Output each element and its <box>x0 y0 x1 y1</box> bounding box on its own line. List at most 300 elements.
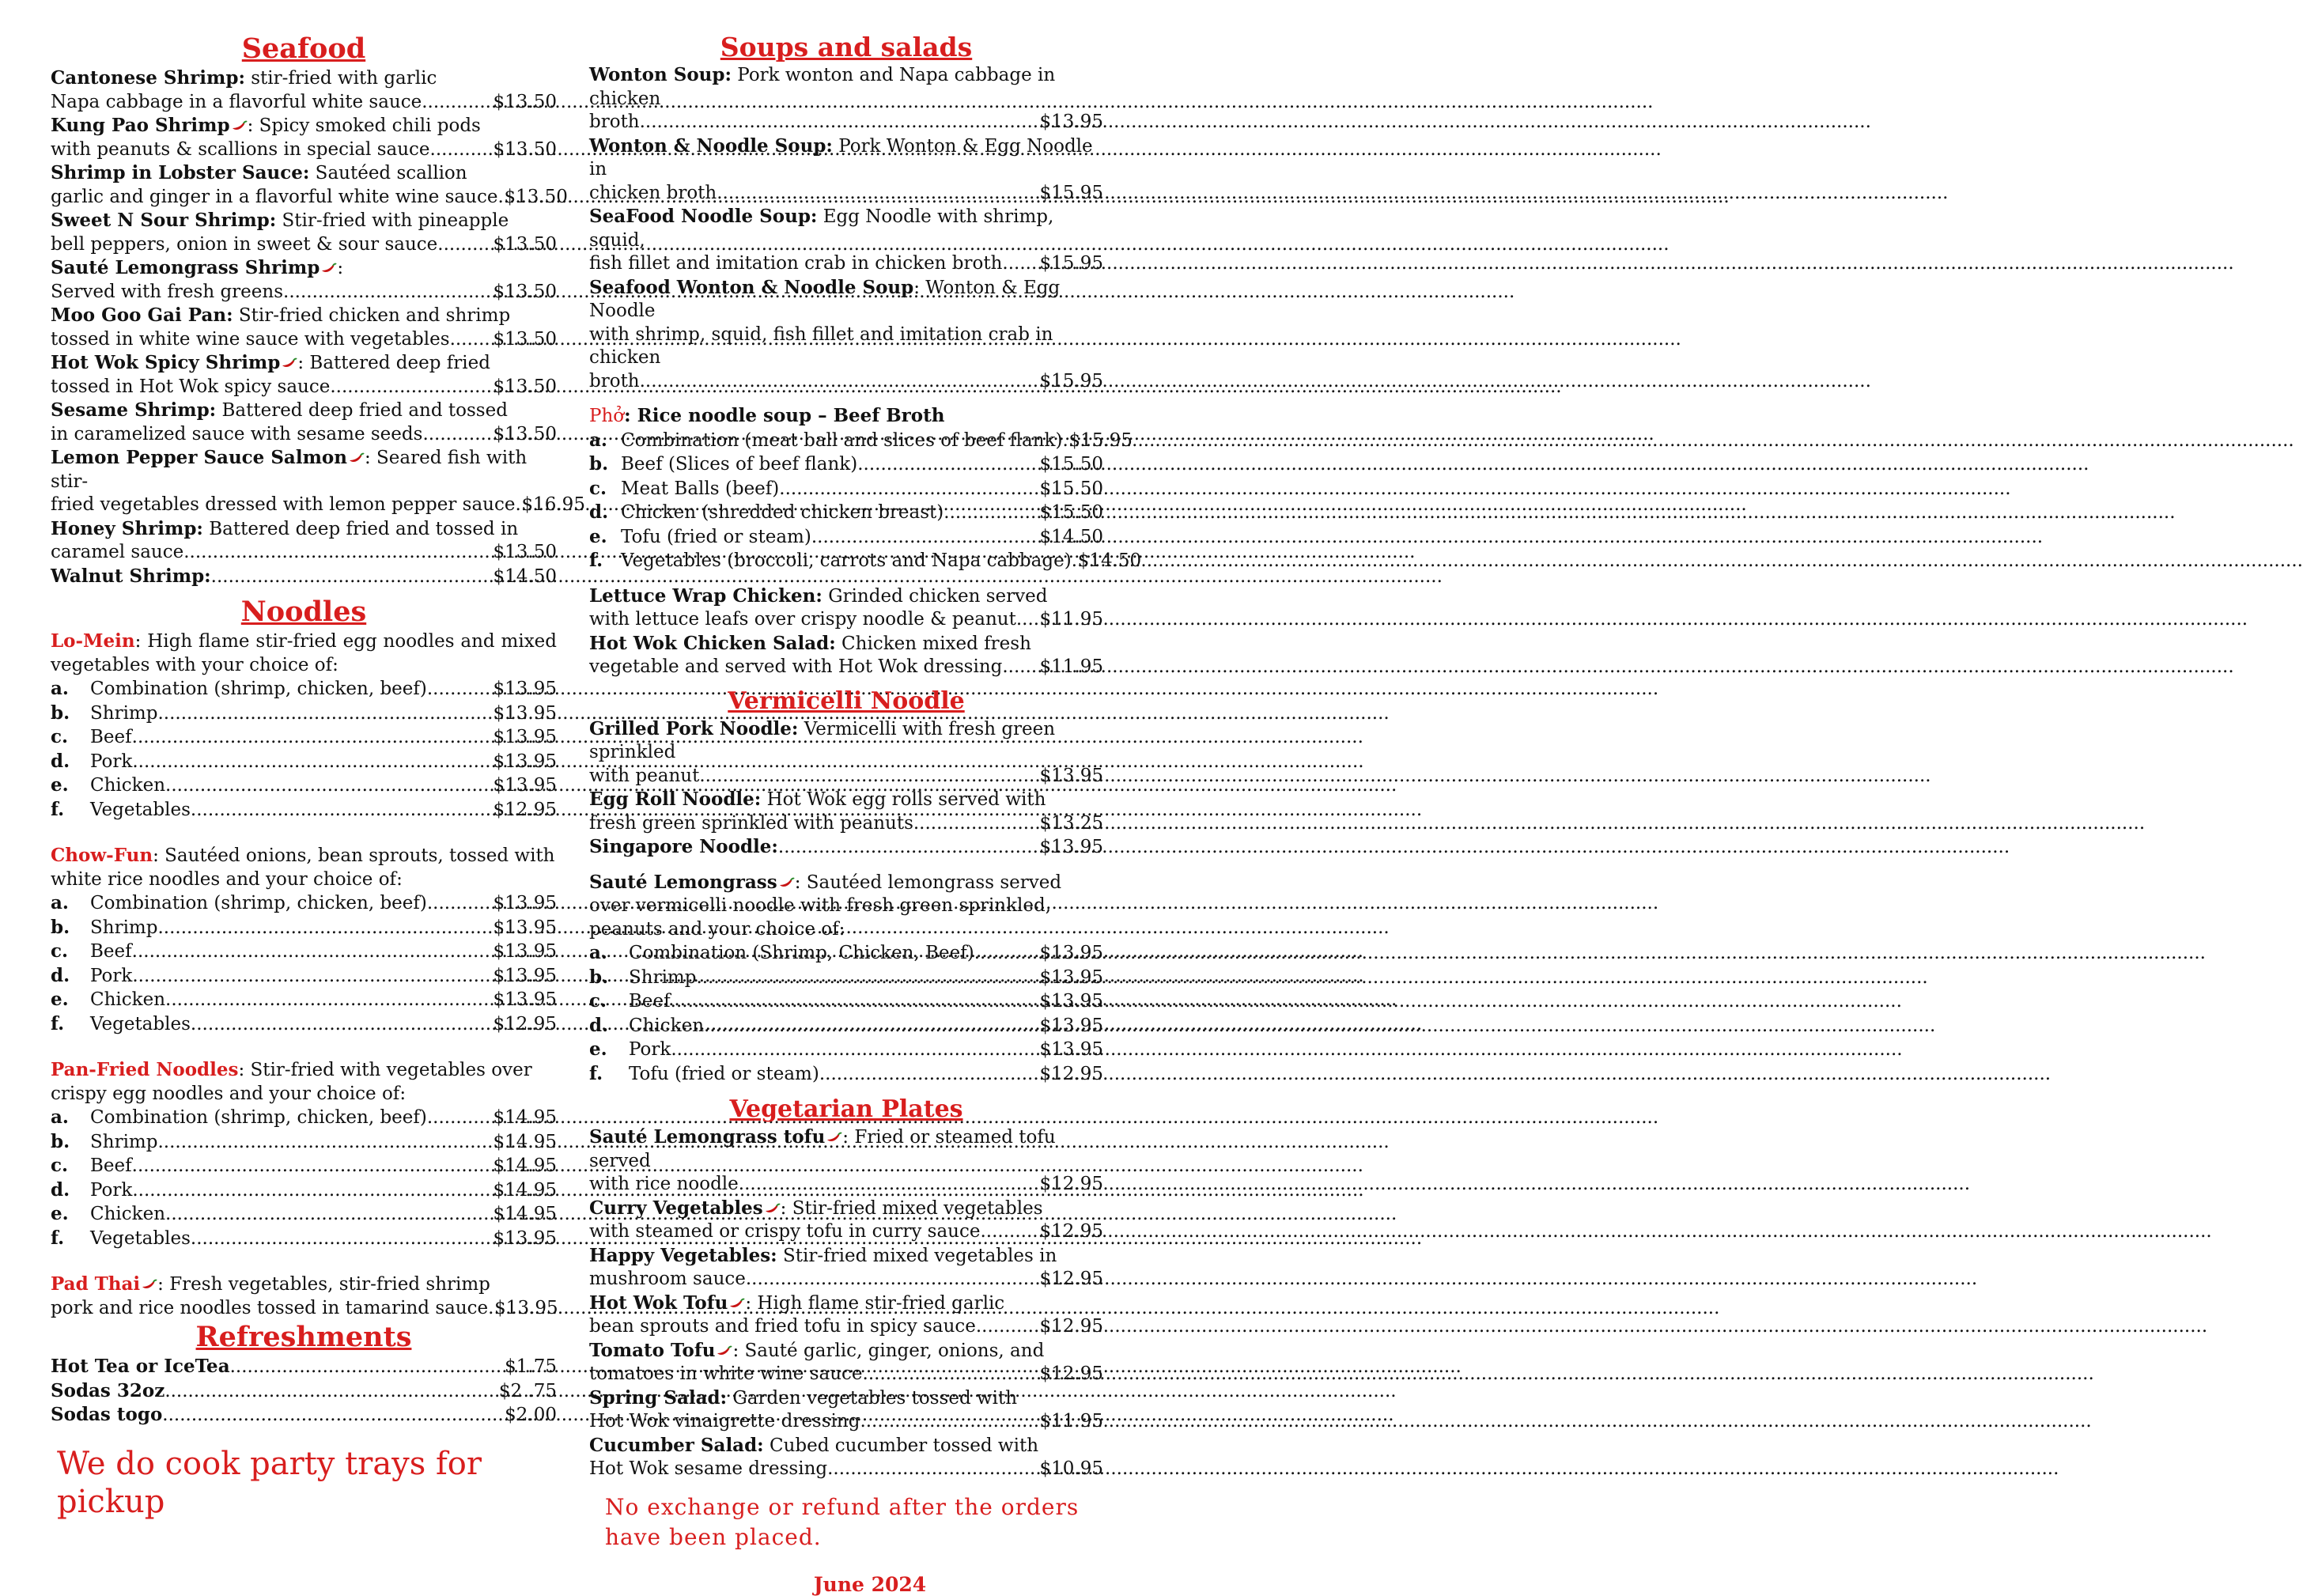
option-row <box>51 988 557 1012</box>
option-letter: c. <box>51 725 90 749</box>
item-desc: Pork Wonton & Egg Noodle in <box>589 136 1093 180</box>
item-desc: : Sautéed lemongrass served over vermicelli noodle with fresh green sprinkled, peanuts and your choice of: <box>589 872 1061 940</box>
seafood-item <box>51 446 557 517</box>
option-price: $13.95 <box>1040 966 1103 990</box>
item-name: Lemon Pepper Sauce Salmon <box>51 447 347 468</box>
soup-item <box>589 276 1103 394</box>
option-text: Vegetables <box>90 1227 191 1251</box>
option-price: $13.95 <box>494 940 557 964</box>
option-price: $14.50 <box>1078 550 1141 573</box>
noodles-heading: Noodles <box>51 595 557 630</box>
option-letter: e. <box>51 988 90 1012</box>
option-letter: e. <box>589 1038 629 1061</box>
option-letter: d. <box>51 1178 90 1202</box>
option-text: Beef <box>90 940 132 964</box>
item-name: Grilled Pork Noodle: <box>589 718 798 739</box>
item-desc: tomatoes in white wine sauce <box>589 1363 863 1386</box>
item-desc: garlic and ginger in a flavorful white wine sauce <box>51 186 497 210</box>
option-letter: d. <box>589 1014 629 1038</box>
seafood-item <box>51 351 557 399</box>
option-price: $13.95 <box>494 702 557 726</box>
option-price: $15.50 <box>1040 453 1103 477</box>
vegetarian-item <box>589 1339 1103 1386</box>
option-text: Pork <box>90 965 132 989</box>
item-desc: Hot Wok vinaigrette dressing <box>589 1410 860 1434</box>
item-desc: fresh green sprinkled with peanuts <box>589 812 913 836</box>
refreshment-item <box>51 1403 557 1428</box>
option-text: Shrimp <box>629 966 696 990</box>
item-desc: fish fillet and imitation crab in chicken broth <box>589 252 1002 276</box>
option-text: Pork <box>90 1179 132 1203</box>
option-text: Chicken <box>90 774 165 798</box>
item-desc: Pork wonton and Napa cabbage in chicken <box>589 65 1055 109</box>
item-desc: Sautéed scallion <box>309 163 467 183</box>
item-name: Curry Vegetables <box>589 1197 763 1219</box>
option-letter: a. <box>51 677 90 701</box>
option-text: Tofu (fried or steam) <box>629 1063 819 1087</box>
option-text: Chicken <box>90 989 165 1012</box>
option-letter: a. <box>589 429 621 452</box>
option-text: Beef <box>629 990 671 1014</box>
item-price: $11.95 <box>1040 656 1103 679</box>
option-text: Combination (shrimp, chicken, beef) <box>90 678 427 702</box>
chili-pepper-icon <box>230 120 248 133</box>
option-letter: b. <box>51 702 90 725</box>
vegetarian-item <box>589 1292 1103 1339</box>
option-row <box>589 429 1103 453</box>
item-name: Cucumber Salad: <box>589 1435 764 1456</box>
item-price: $13.50 <box>494 281 557 304</box>
item-price: $13.95 <box>1040 836 1103 860</box>
option-price: $13.95 <box>494 917 557 940</box>
option-text: Combination (Shrimp, Chicken, Beef) <box>629 942 974 966</box>
item-desc: : Spicy smoked chili pods <box>248 115 481 136</box>
option-letter: f. <box>51 1012 90 1036</box>
option-price: $15.95 <box>1068 429 1132 453</box>
option-price: $13.95 <box>494 726 557 750</box>
item-price: $11.95 <box>1040 1410 1103 1434</box>
option-price: $13.95 <box>494 678 557 702</box>
seafood-item <box>51 399 557 446</box>
option-price: $12.95 <box>1040 1063 1103 1087</box>
item-desc: Stir-fried chicken and shrimp <box>233 305 511 326</box>
option-letter: b. <box>589 452 621 476</box>
item-desc: Battered deep fried and tossed in <box>203 519 518 539</box>
option-letter: e. <box>51 773 90 797</box>
vegetarian-item <box>589 1125 1103 1197</box>
item-desc: Battered deep fried and tossed <box>216 400 508 421</box>
item-price: $13.50 <box>494 423 557 447</box>
option-text: Combination (meat ball and slices of beef flank) <box>621 429 1062 453</box>
option-text: Beef <box>90 1155 132 1178</box>
option-price: $14.95 <box>494 1131 557 1155</box>
option-row <box>51 940 557 964</box>
option-price: $12.95 <box>494 1013 557 1037</box>
item-name: Lo-Mein <box>51 630 135 652</box>
item-name: Seafood Wonton & Noodle Soup <box>589 277 913 298</box>
item-desc: Napa cabbage in a flavorful white sauce <box>51 91 422 115</box>
item-name: Egg Roll Noodle: <box>589 789 761 810</box>
option-text: Tofu (fried or steam) <box>621 526 811 550</box>
item-name: Lettuce Wrap Chicken: <box>589 585 822 607</box>
seafood-item <box>51 114 557 161</box>
vegetarian-heading: Vegetarian Plates <box>589 1094 1103 1125</box>
item-desc: tossed in Hot Wok spicy sauce <box>51 376 330 399</box>
option-text: Vegetables (broccoli, carrots and Napa cabbage) <box>621 550 1072 573</box>
option-text: Vegetables <box>90 799 191 823</box>
seafood-heading: Seafood <box>51 32 557 66</box>
soup-item <box>589 205 1103 276</box>
item-price: $2.00 <box>505 1404 557 1428</box>
vegetarian-item <box>589 1386 1103 1434</box>
item-price: $11.95 <box>1040 608 1103 632</box>
seafood-item <box>51 256 557 304</box>
item-desc: : High flame stir-fried egg noodles and mixed vegetables with your choice of: <box>51 631 557 675</box>
option-letter: b. <box>589 966 629 989</box>
option-price: $13.95 <box>494 774 557 798</box>
option-price: $13.95 <box>494 989 557 1012</box>
item-price: $13.50 <box>494 138 557 162</box>
item-desc: Hot Wok egg rolls served with <box>761 789 1046 810</box>
soup-item <box>589 134 1103 206</box>
chili-pepper-icon <box>777 877 795 890</box>
item-desc: : Sautéed onions, bean sprouts, tossed with white rice noodles and your choice of: <box>51 845 555 890</box>
item-price: $13.95 <box>1040 765 1103 789</box>
option-row <box>51 750 557 774</box>
option-row <box>589 1062 1103 1087</box>
chili-pepper-icon <box>347 452 365 465</box>
item-price: $15.95 <box>1040 370 1103 394</box>
option-row <box>51 1130 557 1155</box>
chili-pepper-icon <box>825 1132 842 1144</box>
option-letter: e. <box>51 1202 90 1226</box>
item-desc: chicken broth <box>589 182 717 206</box>
item-price: $15.95 <box>1040 252 1103 276</box>
option-text: Combination (shrimp, chicken, beef) <box>90 892 427 916</box>
item-price: $12.95 <box>1040 1363 1103 1386</box>
option-row <box>51 798 557 823</box>
item-desc: in caramelized sauce with sesame seeds <box>51 423 422 447</box>
item-price: $12.95 <box>1040 1173 1103 1197</box>
option-letter: c. <box>589 477 621 501</box>
item-name: Chow-Fun <box>51 845 153 866</box>
option-price: $13.95 <box>494 965 557 989</box>
option-text: Chicken (shredded chicken breast) <box>621 501 944 525</box>
option-text: Shrimp <box>90 702 157 726</box>
item-desc: Garden vegetables tossed with <box>727 1388 1017 1409</box>
item-desc: with peanut <box>589 765 699 789</box>
option-text: Chicken <box>629 1015 704 1038</box>
item-desc: stir-fried with garlic <box>245 68 437 89</box>
option-letter: b. <box>51 1130 90 1154</box>
item-name: Honey Shrimp: <box>51 518 203 539</box>
item-price: $15.95 <box>1040 182 1103 206</box>
item-price: $13.25 <box>1040 812 1103 836</box>
item-desc: : Fresh vegetables, stir-fried shrimp <box>157 1274 490 1295</box>
chowfun-intro <box>51 844 557 891</box>
option-price: $14.95 <box>494 1179 557 1203</box>
option-row <box>51 1178 557 1203</box>
option-text: Shrimp <box>90 1131 157 1155</box>
option-letter: c. <box>51 1154 90 1178</box>
no-refund-notice: No exchange or refund after the orders have been placed. <box>589 1492 1103 1553</box>
salad-item <box>589 584 1103 632</box>
item-price: $13.50 <box>504 186 567 210</box>
item-desc: Stir-fried mixed vegetables in <box>777 1246 1057 1266</box>
option-text: Chicken <box>90 1203 165 1227</box>
item-desc: : Stir-fried with vegetables over crispy egg noodles and your choice of: <box>51 1060 532 1104</box>
option-letter: f. <box>51 1227 90 1250</box>
item-desc: broth <box>589 111 640 134</box>
item-price: $14.50 <box>494 565 557 589</box>
menu-date: June 2024 <box>589 1573 1103 1596</box>
seafood-item <box>51 66 557 114</box>
option-letter: b. <box>51 916 90 940</box>
option-letter: f. <box>589 1062 629 1086</box>
item-desc: Hot Wok sesame dressing <box>589 1458 827 1481</box>
item-price: $13.50 <box>494 541 557 565</box>
option-text: Combination (shrimp, chicken, beef) <box>90 1106 427 1130</box>
option-price: $14.95 <box>494 1106 557 1130</box>
option-price: $12.95 <box>494 799 557 823</box>
chili-pepper-icon <box>728 1298 745 1310</box>
option-row <box>589 501 1103 525</box>
item-name: Phở <box>589 406 624 426</box>
item-desc: with rice noodle <box>589 1173 739 1197</box>
item-price: $13.50 <box>494 233 557 257</box>
chili-pepper-icon <box>280 357 297 370</box>
vermicelli-item <box>589 717 1103 789</box>
item-name: Sauté Lemongrass Shrimp <box>51 257 320 278</box>
item-name: Hot Wok Chicken Salad: <box>589 633 836 654</box>
item-name: Tomato Tofu <box>589 1340 715 1361</box>
item-desc: : Rice noodle soup – Beef Broth <box>624 405 944 426</box>
item-desc: with peanuts & scallions in special sauce <box>51 138 430 162</box>
option-text: Pork <box>90 751 132 774</box>
option-text: Beef (Slices of beef flank) <box>621 453 857 477</box>
item-name: Pad Thai <box>51 1273 140 1295</box>
option-row <box>51 702 557 726</box>
lomein-intro <box>51 630 557 677</box>
item-price: $2 .75 <box>499 1380 557 1404</box>
item-price: $16.95 <box>521 494 584 517</box>
item-name: Sodas togo <box>51 1403 162 1427</box>
seafood-item <box>51 304 557 351</box>
option-row <box>51 891 557 916</box>
item-desc: with lettuce leafs over crispy noodle & peanut <box>589 608 1016 632</box>
option-price: $13.95 <box>1040 942 1103 966</box>
option-letter: a. <box>589 941 629 965</box>
option-row <box>589 477 1103 501</box>
panfried-intro <box>51 1058 557 1106</box>
item-price: $13.50 <box>494 376 557 399</box>
item-name: Sauté Lemongrass tofu <box>589 1126 825 1148</box>
item-desc: Chicken mixed fresh <box>836 633 1031 654</box>
right-column <box>589 32 1103 1596</box>
item-name: Spring Salad: <box>589 1387 727 1409</box>
seafood-item <box>51 565 557 589</box>
option-letter: d. <box>589 501 621 524</box>
vegetarian-item <box>589 1244 1103 1292</box>
option-letter: c. <box>51 940 90 963</box>
option-row <box>589 549 1103 573</box>
vermicelli-item <box>589 788 1103 835</box>
padthai-item <box>51 1273 557 1320</box>
option-row <box>589 989 1103 1014</box>
option-price: $13.95 <box>494 892 557 916</box>
option-text: Beef <box>90 726 132 750</box>
option-row <box>51 1106 557 1130</box>
item-desc: : Sauté garlic, ginger, onions, and <box>732 1341 1044 1361</box>
item-desc: broth <box>589 370 640 394</box>
option-row <box>589 452 1103 477</box>
item-desc: Egg Noodle with shrimp, squid, <box>589 206 1053 251</box>
option-price: $15.50 <box>1040 501 1103 525</box>
item-desc: Grinded chicken served <box>822 586 1048 607</box>
item-desc: Served with fresh greens <box>51 281 283 304</box>
option-letter: e. <box>589 525 621 549</box>
item-price: $12.95 <box>1040 1268 1103 1292</box>
item-name: Sesame Shrimp: <box>51 399 216 421</box>
soup-item <box>589 63 1103 134</box>
left-column <box>51 32 557 1521</box>
option-price: $13.95 <box>1040 1015 1103 1038</box>
option-row <box>589 1014 1103 1038</box>
item-name: Sauté Lemongrass <box>589 872 777 893</box>
option-row <box>51 773 557 798</box>
option-row <box>51 725 557 750</box>
item-name: Sodas 32oz <box>51 1379 164 1403</box>
refreshments-heading: Refreshments <box>51 1320 557 1355</box>
item-name: SeaFood Noodle Soup: <box>589 206 817 227</box>
item-name: Hot Tea or IceTea <box>51 1355 230 1379</box>
option-row <box>51 1154 557 1178</box>
item-desc: with shrimp, squid, fish fillet and imitation crab in chicken <box>589 323 1103 370</box>
option-row <box>51 916 557 940</box>
item-price: $13.50 <box>494 91 557 115</box>
option-row <box>589 966 1103 990</box>
item-price: $13.95 <box>494 1297 558 1321</box>
vegetarian-item <box>589 1434 1103 1481</box>
item-desc: : Battered deep fried <box>297 353 490 373</box>
chili-pepper-icon <box>320 263 337 275</box>
option-row <box>589 941 1103 966</box>
item-desc: with steamed or crispy tofu in curry sauce <box>589 1220 980 1244</box>
refreshment-item <box>51 1379 557 1404</box>
item-name: Happy Vegetables: <box>589 1245 777 1266</box>
lemongrass-intro <box>589 871 1103 942</box>
option-text: Shrimp <box>90 917 157 940</box>
option-row <box>51 1227 557 1251</box>
item-desc: Cubed cucumber tossed with <box>764 1435 1038 1456</box>
chili-pepper-icon <box>140 1279 157 1292</box>
item-name: Walnut Shrimp: <box>51 565 211 588</box>
option-letter: a. <box>51 891 90 915</box>
item-name: Moo Goo Gai Pan: <box>51 304 233 326</box>
option-letter: a. <box>51 1106 90 1129</box>
item-price: $12.95 <box>1040 1220 1103 1244</box>
option-price: $14.95 <box>494 1155 557 1178</box>
item-desc: pork and rice noodles tossed in tamarind sauce <box>51 1297 488 1321</box>
option-text: Vegetables <box>90 1013 191 1037</box>
option-price: $13.95 <box>494 751 557 774</box>
item-price: $10.95 <box>1040 1458 1103 1481</box>
item-name: Cantonese Shrimp: <box>51 67 245 89</box>
item-name: Wonton Soup: <box>589 64 732 85</box>
item-desc: tossed in white wine sauce with vegetables <box>51 328 450 352</box>
option-letter: c. <box>589 989 629 1013</box>
option-letter: f. <box>589 549 621 573</box>
pho-intro <box>589 404 1103 429</box>
option-price: $13.95 <box>1040 1038 1103 1062</box>
option-price: $13.95 <box>494 1227 557 1251</box>
vegetarian-item <box>589 1197 1103 1244</box>
item-name: Hot Wok Tofu <box>589 1292 728 1314</box>
item-desc: caramel sauce <box>51 541 183 565</box>
item-desc: : <box>337 258 343 278</box>
option-price: $15.50 <box>1040 478 1103 501</box>
vermicelli-heading: Vermicelli Noodle <box>589 686 1103 717</box>
option-letter: d. <box>51 964 90 988</box>
seafood-item <box>51 161 557 209</box>
option-text: Meat Balls (beef) <box>621 478 779 501</box>
item-desc: mushroom sauce <box>589 1268 746 1292</box>
item-desc: vegetable and served with Hot Wok dressing <box>589 656 1002 679</box>
option-row <box>51 1012 557 1037</box>
item-desc: Vermicelli with fresh green sprinkled <box>589 719 1055 763</box>
item-desc: bean sprouts and fried tofu in spicy sauce <box>589 1315 976 1339</box>
vermicelli-item <box>589 835 1103 860</box>
chili-pepper-icon <box>763 1203 781 1216</box>
item-name: Wonton & Noodle Soup: <box>589 135 833 157</box>
soups-heading: Soups and salads <box>589 32 1103 63</box>
item-name: Singapore Noodle: <box>589 835 778 859</box>
option-price: $14.95 <box>494 1203 557 1227</box>
item-price: $13.95 <box>1040 111 1103 134</box>
option-price: $13.95 <box>1040 990 1103 1014</box>
item-desc: bell peppers, onion in sweet & sour sauce <box>51 233 437 257</box>
seafood-item <box>51 209 557 256</box>
option-row <box>51 1202 557 1227</box>
party-trays-note: We do cook party trays for pickup <box>51 1445 557 1521</box>
item-desc: : Seared fish with stir- <box>51 448 527 492</box>
item-price: $12.95 <box>1040 1315 1103 1339</box>
option-letter: d. <box>51 750 90 773</box>
item-desc: : High flame stir-fried garlic <box>745 1293 1004 1314</box>
item-price: $1.75 <box>505 1356 557 1379</box>
item-desc: : Wonton & Egg Noodle <box>589 278 1060 322</box>
item-desc: : Stir-fried mixed vegetables <box>781 1198 1043 1219</box>
item-desc: : Fried or steamed tofu served <box>589 1127 1056 1171</box>
option-row <box>589 525 1103 550</box>
option-row <box>51 677 557 702</box>
item-desc: fried vegetables dressed with lemon pepper sauce <box>51 494 515 517</box>
option-row <box>589 1038 1103 1062</box>
item-name: Shrimp in Lobster Sauce: <box>51 162 309 183</box>
seafood-item <box>51 517 557 565</box>
refreshment-item <box>51 1355 557 1379</box>
item-name: Hot Wok Spicy Shrimp <box>51 352 280 373</box>
option-letter: f. <box>51 798 90 822</box>
item-desc: Stir-fried with pineapple <box>276 210 509 231</box>
item-name: Pan-Fried Noodles <box>51 1059 238 1080</box>
chili-pepper-icon <box>715 1345 732 1358</box>
item-price: $13.50 <box>494 328 557 352</box>
option-price: $14.50 <box>1040 526 1103 550</box>
salad-item <box>589 632 1103 679</box>
option-row <box>51 964 557 989</box>
item-name: Kung Pao Shrimp <box>51 115 230 136</box>
